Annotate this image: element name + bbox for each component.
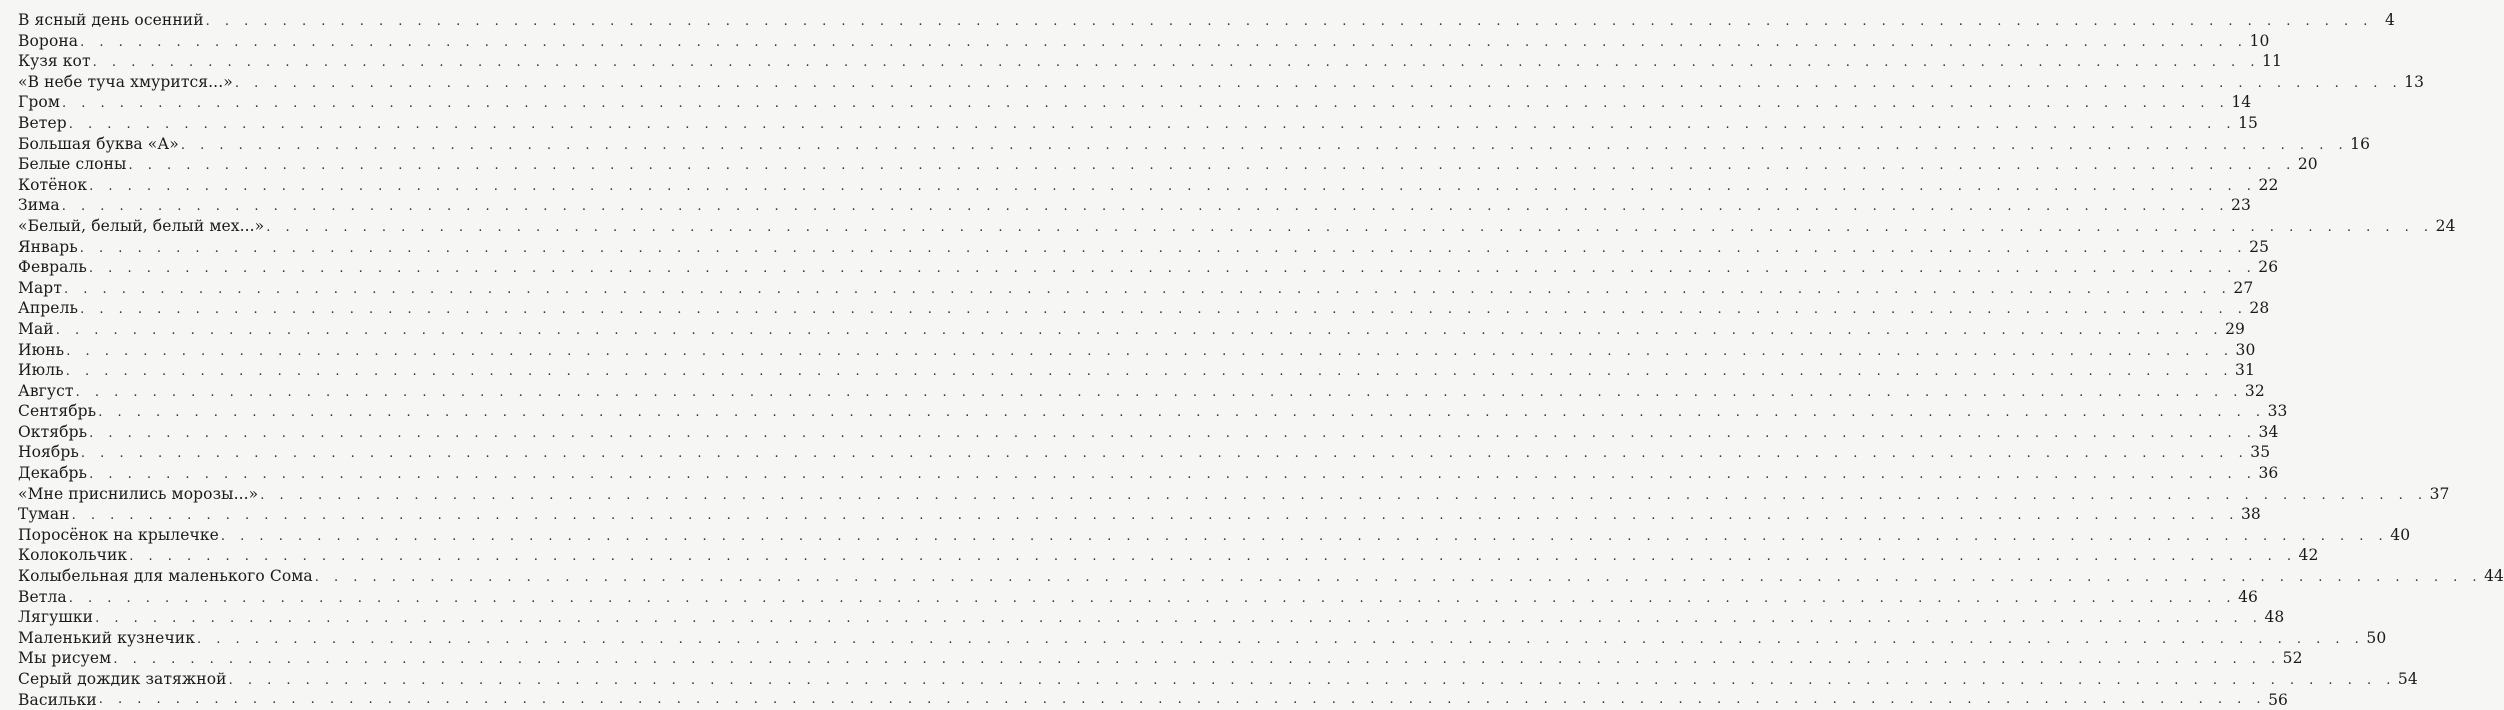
toc-entry-page: 56 xyxy=(2268,690,2289,709)
toc-entry-page: 37 xyxy=(2429,484,2450,503)
dot-leader xyxy=(315,568,2482,589)
toc-entry-page: 54 xyxy=(2397,670,2418,688)
toc-entry-title: Ноябрь xyxy=(18,443,79,462)
dot-leader xyxy=(260,486,2427,507)
dot-leader xyxy=(69,115,2236,136)
toc-entry xyxy=(18,484,2450,505)
toc-entry-page: 25 xyxy=(2249,237,2270,256)
toc-entry-page: 28 xyxy=(2249,299,2270,318)
dot-leader xyxy=(89,465,2256,486)
toc-entry xyxy=(18,587,2259,608)
toc-entry-title: Октябрь xyxy=(18,422,88,441)
toc-entry-page: 29 xyxy=(2225,319,2246,338)
dot-leader xyxy=(69,589,2236,610)
toc-entry xyxy=(18,51,2282,72)
toc-entry-title: Котёнок xyxy=(18,175,88,194)
toc-entry-page: 38 xyxy=(2240,505,2261,524)
dot-leader xyxy=(62,197,2229,218)
toc-entry-title: Май xyxy=(18,319,54,338)
toc-entry-title: Февраль xyxy=(18,258,87,277)
toc-entry-title: Колыбельная для маленького Сома xyxy=(18,567,313,586)
dot-leader xyxy=(206,12,2373,33)
dot-leader xyxy=(76,383,2243,404)
toc-entry-title: Большая буква «А» xyxy=(18,134,179,153)
toc-entry xyxy=(18,10,2395,31)
toc-entry-page: 48 xyxy=(2264,608,2285,627)
toc-entry-title: Мы рисуем xyxy=(18,649,112,668)
toc-entry-title: Июль xyxy=(18,361,64,380)
toc-entry xyxy=(18,545,2319,566)
toc-entry-title: Ветла xyxy=(18,587,67,606)
toc-entry xyxy=(18,134,2371,155)
dot-leader xyxy=(99,690,2266,710)
toc-entry-page: 23 xyxy=(2231,196,2251,215)
toc-entry xyxy=(18,257,2279,278)
dot-leader xyxy=(89,424,2256,445)
toc-entry xyxy=(18,31,2270,52)
dot-leader xyxy=(89,177,2256,198)
dot-leader xyxy=(95,609,2262,630)
toc-entry xyxy=(18,72,2425,93)
toc-entry-page: 30 xyxy=(2235,340,2256,359)
toc-entry-title: Серый дождик затяжной xyxy=(18,670,227,688)
dot-leader xyxy=(80,300,2247,321)
toc-entry-title: «Белый, белый, белый мех...» xyxy=(18,216,265,235)
toc-entry-title: «В небе туча хмурится...» xyxy=(18,72,233,91)
dot-leader xyxy=(66,362,2233,383)
toc-entry-title: Июнь xyxy=(18,340,65,359)
toc-entry-page: 50 xyxy=(2366,628,2387,647)
toc-entry-title: Март xyxy=(18,278,63,297)
dot-leader xyxy=(266,218,2433,239)
toc-entry xyxy=(18,216,2456,237)
toc-entry-page: 31 xyxy=(2235,361,2255,380)
toc-entry xyxy=(18,175,2279,196)
toc-entry-title: Колокольчик xyxy=(18,546,128,565)
toc-entry-page: 27 xyxy=(2233,278,2254,297)
toc-entry-page: 20 xyxy=(2297,155,2318,174)
toc-entry xyxy=(18,566,2504,587)
toc-entry xyxy=(18,442,2271,463)
toc-entry-title: Кузя кот xyxy=(18,52,91,71)
dot-leader xyxy=(80,239,2247,260)
dot-leader xyxy=(181,136,2348,157)
toc-entry-page: 15 xyxy=(2238,113,2259,132)
toc-entry xyxy=(18,319,2246,340)
toc-entry-page: 36 xyxy=(2258,464,2279,483)
toc-entry-page: 44 xyxy=(2484,567,2504,586)
toc-entry-page: 14 xyxy=(2231,93,2252,112)
dot-leader xyxy=(129,547,2296,568)
dot-leader xyxy=(89,259,2256,280)
toc-entry xyxy=(18,360,2255,381)
toc-entry-page: 34 xyxy=(2258,422,2279,441)
dot-leader xyxy=(66,342,2233,363)
toc-entry xyxy=(18,92,2252,113)
dot-leader xyxy=(229,671,2396,692)
toc-entry-page: 26 xyxy=(2258,258,2279,277)
toc-entry xyxy=(18,237,2270,258)
dot-leader xyxy=(56,321,2223,342)
dot-leader xyxy=(62,94,2229,115)
toc-entry-title: Ветер xyxy=(18,113,67,132)
toc-entry-page: 22 xyxy=(2258,175,2279,194)
dot-leader xyxy=(128,156,2295,177)
toc-entry xyxy=(18,504,2261,525)
toc-entry-page: 11 xyxy=(2262,52,2282,71)
dot-leader xyxy=(64,280,2231,301)
toc-entry-title: Ворона xyxy=(18,31,79,50)
toc-entry xyxy=(18,422,2279,443)
toc-entry xyxy=(18,381,2265,402)
toc-entry-page: 52 xyxy=(2282,649,2303,668)
toc-entry-title: Васильки xyxy=(18,690,97,709)
toc-entry-title: Гром xyxy=(18,93,60,112)
toc-entry-title: «Мне приснились морозы...» xyxy=(18,484,259,503)
toc-entry-title: Маленький кузнечик xyxy=(18,628,196,647)
dot-leader xyxy=(197,630,2364,651)
toc-entry-title: Декабрь xyxy=(18,464,88,483)
toc-entry xyxy=(18,154,2318,175)
toc-entry-page: 40 xyxy=(2390,525,2411,544)
toc-entry xyxy=(18,401,2288,422)
toc-entry-title: Сентябрь xyxy=(18,402,97,421)
toc-entry-page: 35 xyxy=(2250,443,2271,462)
dot-leader xyxy=(235,74,2402,95)
toc-entry xyxy=(18,525,2411,546)
toc-entry xyxy=(18,648,2303,669)
toc-entry-title: Январь xyxy=(18,237,78,256)
toc-entry xyxy=(18,690,2289,709)
toc-entry-page: 46 xyxy=(2238,587,2259,606)
dot-leader xyxy=(113,650,2280,671)
toc-entry-title: Зима xyxy=(18,196,60,215)
toc-entry-title: Лягушки xyxy=(18,608,94,627)
toc-entry xyxy=(18,628,2387,649)
toc-entry-title: Белые слоны xyxy=(18,155,127,174)
toc-entry-title: Август xyxy=(18,381,74,400)
dot-leader xyxy=(81,444,2248,465)
toc-entry-page: 33 xyxy=(2267,402,2288,421)
toc-entry-page: 13 xyxy=(2404,72,2425,91)
dot-leader xyxy=(80,33,2247,54)
toc-entry xyxy=(18,669,2418,690)
toc-entry-title: Апрель xyxy=(18,299,79,318)
toc-entry-page: 24 xyxy=(2435,216,2456,235)
toc-entry-page: 4 xyxy=(2384,11,2395,29)
dot-leader xyxy=(93,53,2260,74)
toc-entry xyxy=(18,278,2254,299)
toc-entry-title: Туман xyxy=(18,505,70,524)
toc-entry-page: 42 xyxy=(2298,546,2319,565)
toc-entry-title: В ясный день осенний xyxy=(18,11,204,29)
toc-entry-page: 10 xyxy=(2249,31,2270,50)
dot-leader xyxy=(72,506,2239,527)
toc-entry xyxy=(18,340,2256,361)
toc-entry xyxy=(18,195,2251,216)
toc-entry-title: Поросёнок на крылечке xyxy=(18,525,219,544)
dot-leader xyxy=(221,527,2388,548)
toc-entry-page: 16 xyxy=(2350,134,2371,153)
toc-entry xyxy=(18,463,2279,484)
toc-entry xyxy=(18,298,2270,319)
toc-entry xyxy=(18,113,2259,134)
toc-entry xyxy=(18,607,2285,628)
toc-entry-page: 32 xyxy=(2244,381,2265,400)
table-of-contents xyxy=(18,10,2504,709)
dot-leader xyxy=(98,403,2265,424)
